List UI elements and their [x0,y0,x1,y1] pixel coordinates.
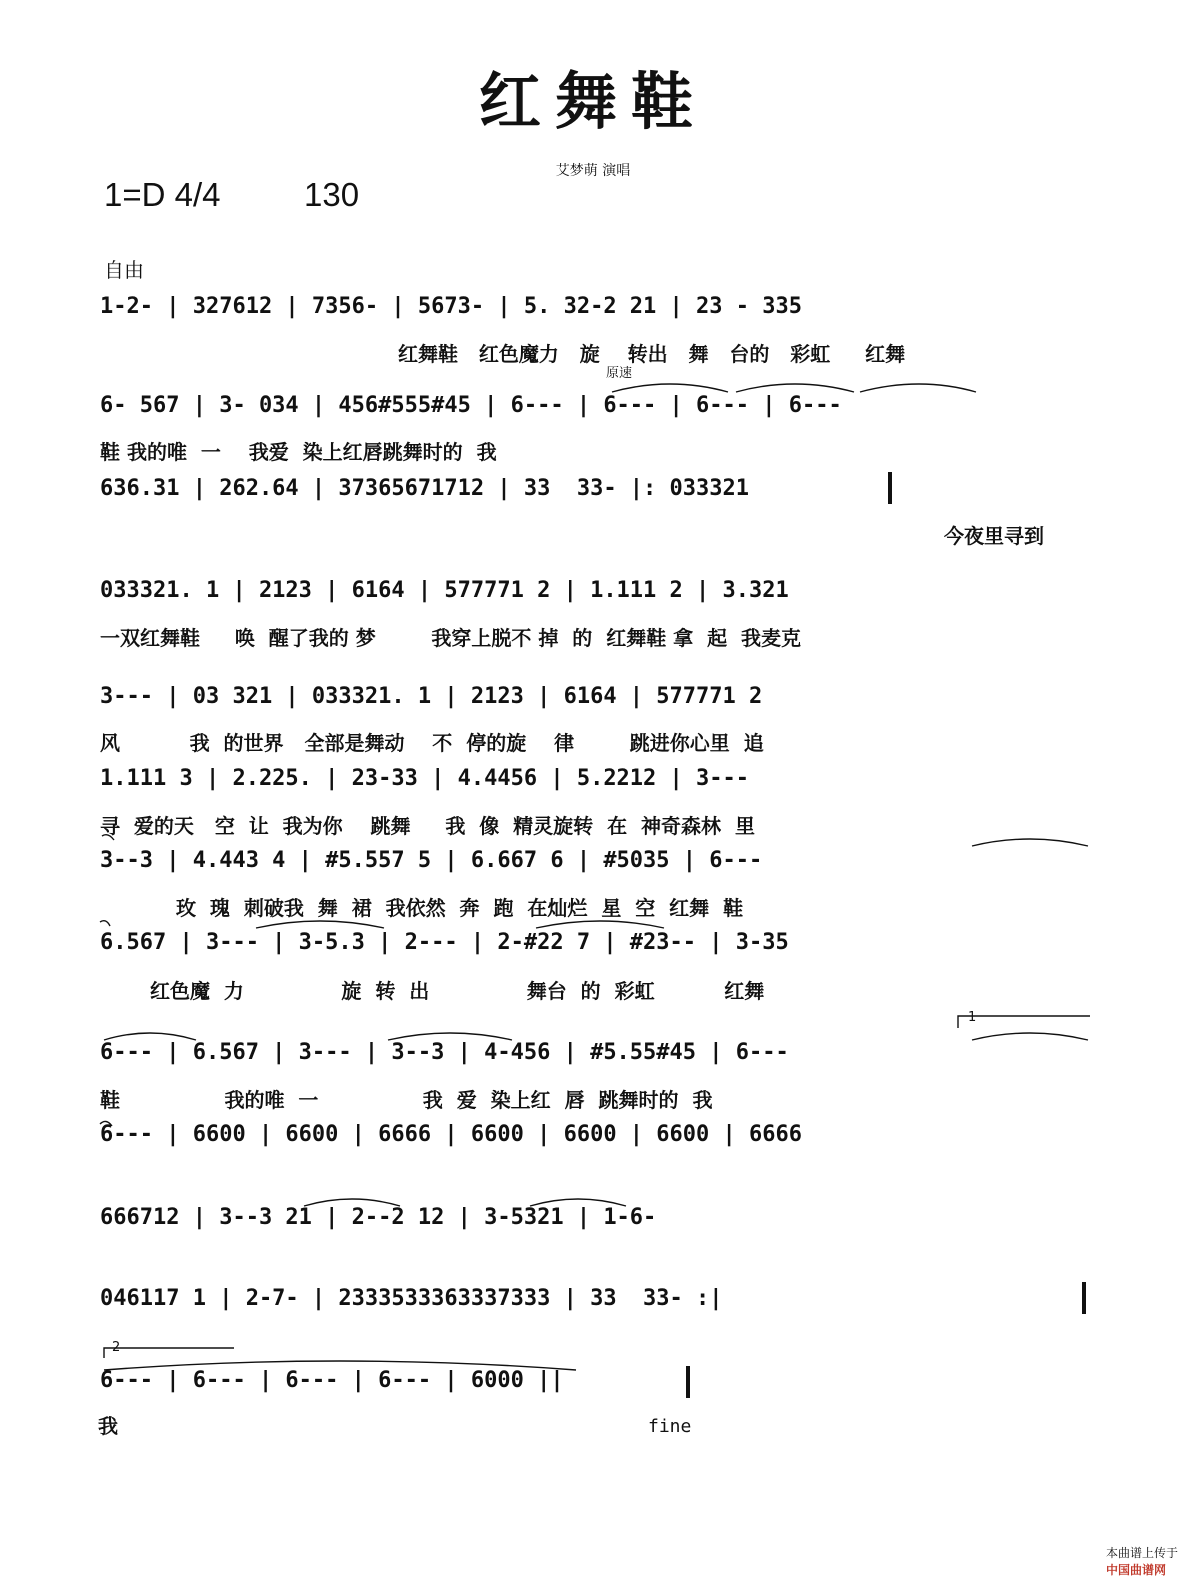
tie-curve [972,839,1088,846]
system-8-lyrics: 红色魔 力 旋 转 出 舞台 的 彩虹 红舞 [150,979,765,1003]
repeat-end-barline [1082,1282,1086,1314]
system-1-notes: 1-2- | 327612 | 7356- | 5673- | 5. 32-2 21 | 23 - 335 [100,294,802,319]
tie-curve [736,384,854,392]
footer-logo: 中国曲谱网 [1105,1563,1166,1577]
tie-curve [104,1361,576,1370]
tie-curve [612,384,728,392]
system-4-lyrics: 一双红舞鞋 唤 醒了我的 梦 我穿上脱不 掉 的 红舞鞋 拿 起 我麦克 [100,626,802,650]
system-8-notes: 6.567 | 3--- | 3-5.3 | 2--- | 2-#22 7 | #23-- | 3-35 [100,930,789,955]
tie-curve [102,835,114,840]
fine-mark: fine [648,1416,692,1437]
system-5-notes: 3--- | 03 321 | 033321. 1 | 2123 | 6164 | 577771 2 [100,684,763,709]
system-3-lyrics: 今夜里寻到 [944,524,1044,548]
system-1-lyrics: 红舞鞋 红色魔力 旋 转出 舞 台的 彩虹 红舞 [398,342,906,366]
tie-curve [100,921,110,926]
system-9-notes: 6--- | 6.567 | 3--- | 3--3 | 4-456 | #5.55#45 | 6--- [100,1040,789,1065]
performer-credit: 艾梦萌 演唱 [555,163,631,179]
system-7-notes: 3--3 | 4.443 4 | #5.557 5 | 6.667 6 | #5035 | 6--- [100,848,763,873]
tempo-marking: 130 [304,176,360,213]
system-13-lyrics: 我 [98,1414,118,1438]
expression-free: 自由 [104,258,144,282]
tie-curve [100,1121,112,1126]
tie-curve [860,384,976,392]
final-barline [686,1366,690,1398]
tie-curve [304,1199,400,1206]
tie-curve [388,1033,512,1040]
system-3-notes: 636.31 | 262.64 | 37365671712 | 33 33- |: 033321 [100,476,750,501]
volta-2-bracket [104,1348,234,1358]
repeat-start-barline [888,472,892,504]
tie-curve [104,1033,196,1040]
system-2-notes: 6- 567 | 3- 034 | 456#555#45 | 6--- | 6--- | 6--- | 6--- [100,393,842,418]
system-13-notes: 6--- | 6--- | 6--- | 6--- | 6000 || [100,1368,564,1393]
system-6-lyrics: 寻 爱的天 空 让 我为你 跳舞 我 像 精灵旋转 在 神奇森林 里 [100,814,755,838]
system-9-lyrics: 鞋 我的唯 一 我 爱 染上红 唇 跳舞时的 我 [100,1088,713,1112]
system-5-lyrics: 风 我 的世界 全部是舞动 不 停的旋 律 跳进你心里 追 [100,731,764,755]
key-signature: 1=D 4/4 [104,176,221,213]
volta-2-number: 2 [112,1340,121,1355]
system-10-notes: 6--- | 6600 | 6600 | 6666 | 6600 | 6600 | 6600 | 6666 [100,1122,802,1147]
system-6-notes: 1.111 3 | 2.225. | 23-33 | 4.4456 | 5.2212 | 3--- [100,766,750,791]
song-title: 红舞鞋 [478,65,707,138]
system-11-notes: 666712 | 3--3 21 | 2--2 12 | 3-5321 | 1-6- [100,1205,657,1230]
tie-curve [256,921,384,928]
system-7-lyrics: 玫 瑰 刺破我 舞 裙 我依然 奔 跑 在灿烂 星 空 红舞 鞋 [176,896,744,920]
system-4-notes: 033321. 1 | 2123 | 6164 | 577771 2 | 1.111 2 | 3.321 [100,578,789,603]
tie-curve [536,921,664,928]
system-2-lyrics: 鞋 我的唯 一 我爱 染上红唇跳舞时的 我 [100,440,497,464]
tie-curve [972,1033,1088,1040]
tie-curve [530,1199,626,1206]
system-12-notes: 046117 1 | 2-7- | 2333533363337333 | 33 33- :| [100,1286,723,1311]
footer-text: 本曲谱上传于 [1105,1546,1178,1560]
volta-1-bracket [958,1016,1090,1028]
volta-1-number: 1 [968,1010,977,1025]
expression-tempo: 原速 [606,366,633,381]
